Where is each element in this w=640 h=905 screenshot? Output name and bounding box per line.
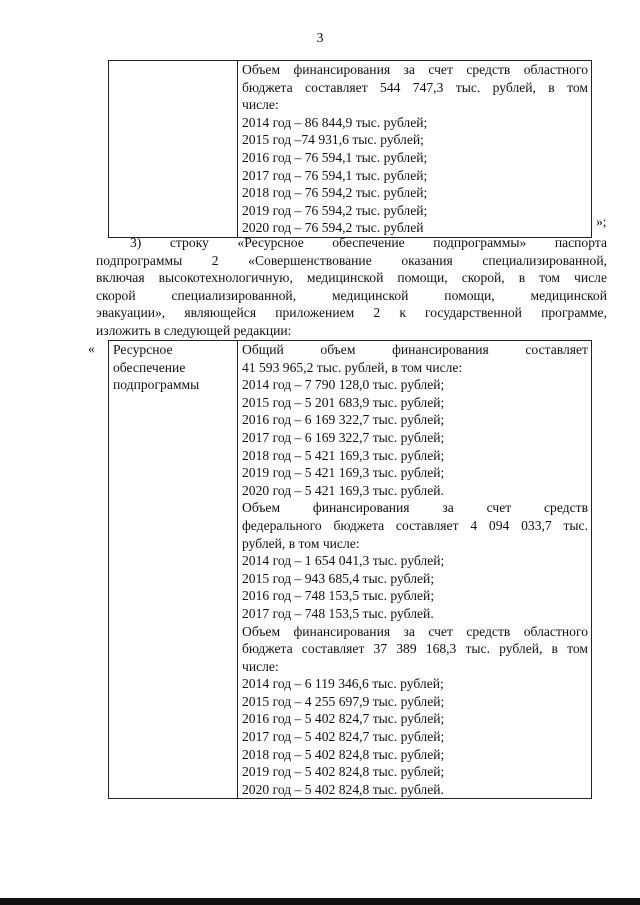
- scan-edge-bar: [0, 898, 640, 905]
- text-line: 2014 год – 6 119 346,6 тыс. рублей;: [242, 676, 444, 692]
- text-line: Объем финансирования за счет средств областного: [242, 62, 588, 77]
- page-number: 3: [316, 31, 324, 46]
- text-line: бюджета составляет 544 747,3 тыс. рублей, в том: [242, 79, 588, 95]
- text-line: Объем финансирования за счет средств областного: [242, 623, 588, 639]
- opening-quote-mark: «: [88, 341, 95, 356]
- empty-label-cell: [109, 61, 238, 238]
- text-line: 2014 год – 7 790 128,0 тыс. рублей;: [242, 377, 445, 393]
- text-line: числе:: [242, 97, 279, 113]
- text-line: 2018 год – 76 594,2 тыс. рублей;: [242, 185, 428, 201]
- text-line: 2017 год – 5 402 824,7 тыс. рублей;: [242, 729, 445, 745]
- text-line: 2019 год – 76 594,2 тыс. рублей;: [242, 202, 428, 218]
- text-line: 2017 год – 76 594,1 тыс. рублей;: [242, 167, 428, 183]
- table-row: [109, 341, 592, 799]
- text-line: 2014 год – 1 654 041,3 тыс. рублей;: [242, 553, 445, 569]
- text-line: 2016 год – 6 169 322,7 тыс. рублей;: [242, 412, 445, 428]
- text-line: 2019 год – 5 421 169,3 тыс. рублей;: [242, 465, 445, 481]
- text-line: изложить в следующей редакции:: [96, 322, 292, 338]
- text-line: 2018 год – 5 402 824,8 тыс. рублей;: [242, 746, 445, 762]
- text-line: 2019 год – 5 402 824,8 тыс. рублей;: [242, 764, 445, 780]
- text-line: эвакуации», являющейся приложением 2 к государственной программе,: [96, 305, 607, 321]
- text-line: 2016 год – 5 402 824,7 тыс. рублей;: [242, 711, 445, 727]
- text-line: 2016 год – 76 594,1 тыс. рублей;: [242, 149, 428, 165]
- label-line: обеспечение: [113, 359, 186, 375]
- text-line: 2015 год – 943 685,4 тыс. рублей;: [242, 570, 435, 586]
- passport-table-new: [108, 340, 592, 799]
- label-line: Ресурсное: [113, 342, 173, 357]
- text-line: Объем финансирования за счет средств: [242, 500, 588, 516]
- text-line: 2015 год – 4 255 697,9 тыс. рублей;: [242, 693, 445, 709]
- financing-cell: [238, 341, 592, 799]
- text-line: 2016 год – 748 153,5 тыс. рублей;: [242, 588, 435, 604]
- text-line: 2020 год – 5 421 169,3 тыс. рублей.: [242, 482, 444, 498]
- text-line: включая высокотехнологичную, медицинской помощи, скорой, в том числе: [96, 270, 607, 286]
- text-line: рублей, в том числе:: [242, 535, 360, 551]
- text-line: Общий объем финансирования составляет: [242, 342, 588, 357]
- text-line: 2020 год – 5 402 824,8 тыс. рублей.: [242, 781, 444, 797]
- label-line: подпрограммы: [113, 377, 200, 393]
- text-line: бюджета составляет 37 389 168,3 тыс. рублей, в том: [242, 641, 588, 657]
- amendment-paragraph: [96, 234, 607, 340]
- text-line: подпрограммы 2 «Совершенствование оказания специализированной,: [96, 252, 607, 268]
- text-line: 2018 год – 5 421 169,3 тыс. рублей;: [242, 447, 445, 463]
- text-line: 2015 год – 5 201 683,9 тыс. рублей;: [242, 394, 445, 410]
- financing-cell: [238, 61, 592, 238]
- closing-quote-mark: »;: [596, 214, 607, 229]
- text-line: 2014 год – 86 844,9 тыс. рублей;: [242, 114, 428, 130]
- text-line: 41 593 965,2 тыс. рублей, в том числе:: [242, 359, 463, 375]
- text-line: 2017 год – 6 169 322,7 тыс. рублей;: [242, 429, 445, 445]
- text-line: 3) строку «Ресурсное обеспечение подпрограммы» паспорта: [130, 235, 607, 250]
- text-line: 2017 год – 748 153,5 тыс. рублей.: [242, 605, 434, 621]
- text-line: федерального бюджета составляет 4 094 033,7 тыс.: [242, 517, 588, 533]
- table-row: [109, 61, 592, 238]
- text-line: 2020 год – 76 594,2 тыс. рублей: [242, 220, 424, 236]
- passport-table-continued: [108, 60, 592, 238]
- text-line: 2015 год –74 931,6 тыс. рублей;: [242, 132, 424, 148]
- resource-label-cell: [109, 341, 238, 799]
- text-line: скорой специализированной, медицинской помощи, медицинской: [96, 287, 607, 303]
- text-line: числе:: [242, 658, 279, 674]
